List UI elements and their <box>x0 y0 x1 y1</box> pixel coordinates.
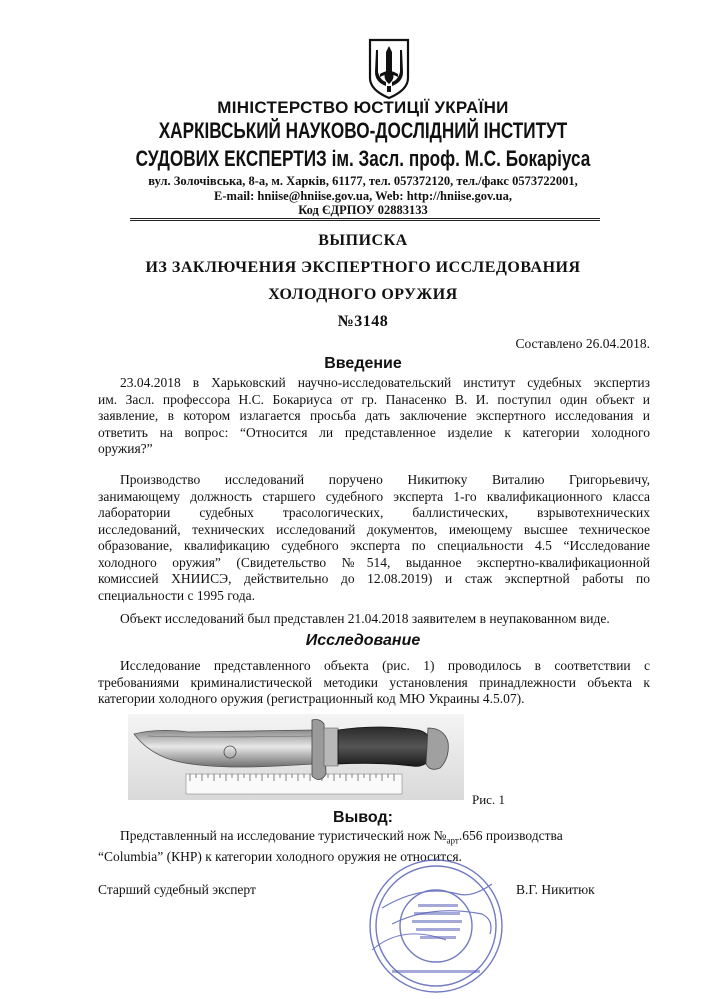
text-line: категории холодного оружия (регистрационный код МЮ Украины 4.5.07). <box>98 691 525 706</box>
institute-address: вул. Золочівська, 8-а, м. Харків, 61177, тел. 057372120, тел./факс 0573722001, <box>148 174 578 188</box>
text-line: заявление, в котором излагается просьба дать заключение экспертного исследования и <box>98 408 650 423</box>
research-paragraph <box>98 658 650 708</box>
text-line: занимающему должность старшего судебного эксперта 1-го квалификационного класса <box>98 488 650 504</box>
document-number: №3148 <box>337 313 389 330</box>
institute-name-line1: ХАРКІВСЬКИЙ НАУКОВО-ДОСЛІДНИЙ ІНСТИТУТ <box>158 118 568 143</box>
institute-name-line2: СУДОВИХ ЕКСПЕРТИЗ ім. Засл. проф. М.С. Бокаріуса <box>135 146 591 171</box>
document-title: ВЫПИСКА <box>318 232 408 249</box>
text-line: лаборатории судебных трасологических, баллистических, взрывотехнических <box>98 505 650 520</box>
document-subtitle-line2: ХОЛОДНОГО ОРУЖИЯ <box>268 286 458 303</box>
conclusion-text-end: .656 производства <box>458 828 563 843</box>
intro-paragraph-1 <box>98 375 650 458</box>
intro-paragraph-2 <box>98 472 650 604</box>
ministry-name: МІНІСТЕРСТВО ЮСТИЦІЇ УКРАЇНИ <box>217 98 509 117</box>
text-line <box>98 828 650 849</box>
header-divider-second <box>130 220 600 221</box>
article-subscript: арт <box>446 835 459 846</box>
text-line: образование, квалификацию судебного эксперта по специальности 4.5 “Исследование <box>98 538 650 553</box>
text-line: комиссией ХНИИСЭ, действительно до 12.08.2019) и стаж экспертной работы по <box>98 571 650 586</box>
signatory-name: В.Г. Никитюк <box>516 882 595 897</box>
section-heading-research: Исследование <box>305 632 421 649</box>
official-stamp <box>362 854 510 996</box>
text-line: исследований, технических исследований документов, имеющему высшее техническое <box>98 521 650 537</box>
text-line: требованиями криминалистической методики установления принадлежности объекта к <box>98 674 650 690</box>
section-heading-conclusion: Вывод: <box>333 809 393 826</box>
text-line: Производство исследований поручено Никитюку Виталию Григорьевичу, <box>120 472 650 487</box>
figure-label: Рис. 1 <box>472 792 505 807</box>
composed-date: Составлено 26.04.2018. <box>515 336 650 351</box>
text-line: 23.04.2018 в Харьковский научно-исследовательский институт судебных экспертиз <box>120 375 650 390</box>
knife-photo <box>128 714 464 800</box>
text-line: им. Засл. профессора Н.С. Бокариуса от гр. Панасенко В. И. поступил один объект и <box>98 391 650 407</box>
coat-of-arms-icon <box>366 38 412 100</box>
text-line: Исследование представленного объекта (рис. 1) проводилось в соответствии с <box>120 658 650 673</box>
text-line: холодного оружия” (Свидетельство №514, выданное экспертно-квалификационной <box>98 554 650 570</box>
document-subtitle-line1: ИЗ ЗАКЛЮЧЕНИЯ ЭКСПЕРТНОГО ИССЛЕДОВАНИЯ <box>145 259 581 276</box>
institute-edrpou-code: Код ЄДРПОУ 02883133 <box>298 203 428 217</box>
intro-paragraph-3: Объект исследований был представлен 21.04.2018 заявителем в неупакованном виде. <box>120 611 610 626</box>
institute-contacts: E-mail: hniise@hniise.gov.ua, Web: http://hniise.gov.ua, <box>214 189 512 203</box>
text-line: ответить на вопрос: “Относится ли представленное изделие к категории холодного <box>98 424 650 440</box>
text-line: специальности с 1995 года. <box>98 587 256 603</box>
signatory-position: Старший судебный эксперт <box>98 882 256 897</box>
header-divider <box>130 218 600 219</box>
conclusion-text-start: Представленный на исследование туристический нож № <box>120 828 447 843</box>
section-heading-intro: Введение <box>324 355 402 372</box>
text-line: “Columbia” (КНР) к категории холодного оружия не относится. <box>98 849 462 865</box>
text-line: оружия?” <box>98 441 153 456</box>
